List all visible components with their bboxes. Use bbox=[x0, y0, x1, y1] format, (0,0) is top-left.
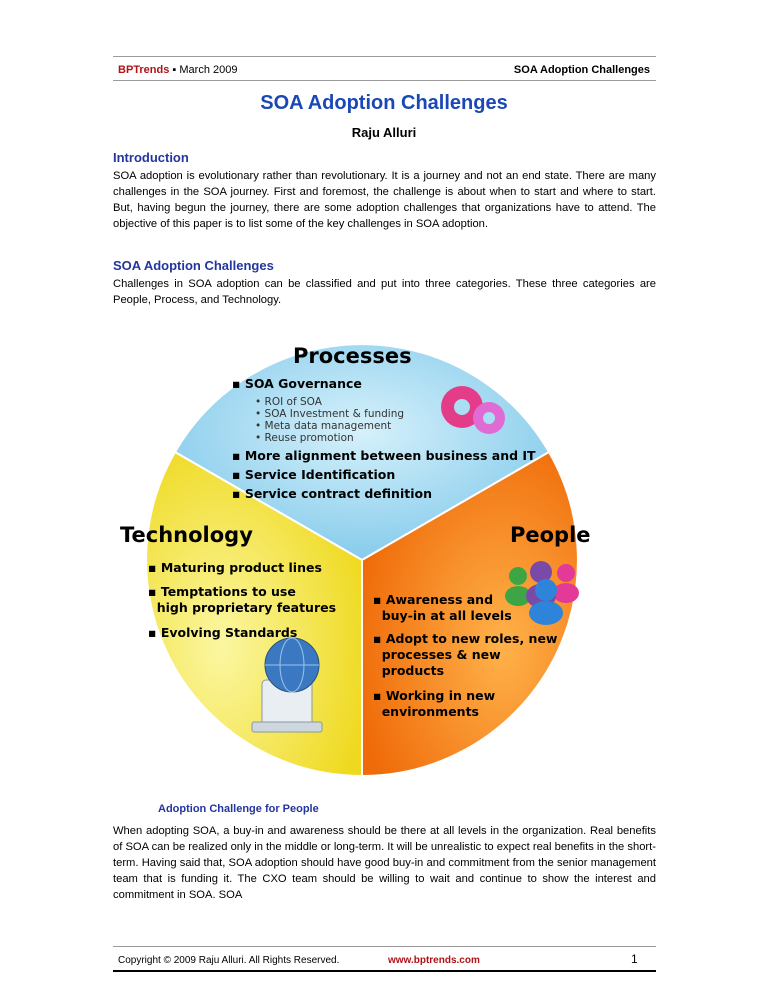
technology-item: ▪ Evolving Standards bbox=[148, 625, 298, 640]
header-bullet: ▪ bbox=[172, 64, 177, 76]
people-section-paragraph: When adopting SOA, a buy-in and awareness should be there at all levels in the organization. Real benefits of SOA can be realized only in the middle or long-term. It will be unrealistic to expect real benefits in the short-term. Having said that, SOA adoption should have good buy-in and commitment from the senior management team that is funding it. The CXO team should be willing to wait and continue to show the interest and commitment in SOA. SOA bbox=[113, 825, 656, 901]
people-item: buy-in at all levels bbox=[373, 608, 512, 623]
challenges-paragraph: Challenges in SOA adoption can be classified and put into three categories. These three categories are People, Process, and Technology. bbox=[113, 278, 656, 306]
processes-main-item: ▪ SOA Governance bbox=[232, 376, 362, 391]
header-brand: BPTrends bbox=[118, 64, 170, 76]
technology-item: ▪ Maturing product lines bbox=[148, 560, 322, 575]
page-number: 1 bbox=[631, 952, 638, 966]
processes-sub-item: • ROI of SOA bbox=[255, 396, 322, 408]
people-item: ▪ Adopt to new roles, new bbox=[373, 631, 558, 646]
header-date: March 2009 bbox=[179, 64, 238, 76]
technology-title: Technology bbox=[120, 523, 253, 547]
document-title: SOA Adoption Challenges bbox=[260, 92, 508, 114]
footer-copyright: Copyright © 2009 Raju Alluri. All Rights Reserved. bbox=[118, 955, 340, 966]
people-item: environments bbox=[373, 704, 479, 719]
technology-item: ▪ Temptations to use bbox=[148, 584, 296, 599]
footer-top-rule bbox=[113, 946, 656, 947]
intro-paragraph: SOA adoption is evolutionary rather than revolutionary. It is a journey and not an end state. There are many challenges in the SOA journey. First and foremost, the challenge is about when to start and where to start. But, having begun the journey, there are some adoption challenges that organizations have to attend. The objective of this paper is to list some of the key challenges in SOA adoption. bbox=[113, 170, 656, 230]
footer-bottom-rule bbox=[113, 970, 656, 972]
people-item: products bbox=[373, 663, 445, 678]
processes-sub-item: • Meta data management bbox=[255, 420, 392, 432]
processes-item: ▪ More alignment between business and IT bbox=[232, 448, 536, 463]
technology-item: high proprietary features bbox=[148, 600, 337, 615]
people-section-heading: Adoption Challenge for People bbox=[158, 803, 319, 815]
footer-url[interactable]: www.bptrends.com bbox=[388, 955, 480, 966]
people-item: processes & new bbox=[373, 647, 501, 662]
people-item: ▪ Working in new bbox=[373, 688, 496, 703]
people-item: ▪ Awareness and bbox=[373, 592, 494, 607]
processes-sub-item: • Reuse promotion bbox=[255, 432, 354, 444]
processes-sub-item: • SOA Investment & funding bbox=[255, 408, 405, 420]
processes-item: ▪ Service contract definition bbox=[232, 486, 432, 501]
author-name: Raju Alluri bbox=[351, 125, 417, 140]
header-section: SOA Adoption Challenges bbox=[513, 64, 650, 76]
processes-title: Processes bbox=[293, 344, 412, 368]
processes-item: ▪ Service Identification bbox=[232, 467, 396, 482]
challenges-heading: SOA Adoption Challenges bbox=[113, 258, 274, 273]
people-title: People bbox=[510, 523, 591, 547]
intro-heading: Introduction bbox=[113, 150, 189, 165]
